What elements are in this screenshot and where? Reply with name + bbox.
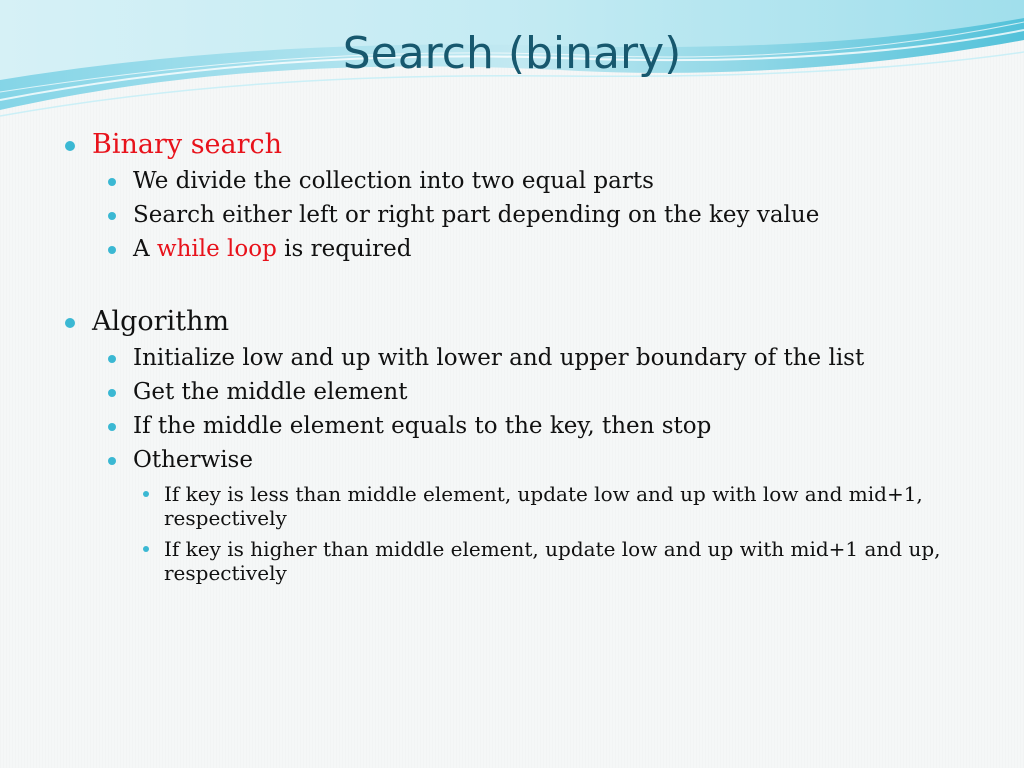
bullet-dot-icon <box>108 178 116 186</box>
bullet-text: Search either left or right part depending on the key value <box>133 202 820 228</box>
bullet-binary-search <box>92 129 282 160</box>
section-heading: Binary search <box>92 129 283 160</box>
bullet-dot-icon <box>108 457 116 465</box>
bullet-text-prefix: A <box>133 236 157 262</box>
bullet-text: We divide the collection into two equal parts <box>133 168 654 194</box>
bullet-item <box>133 345 864 371</box>
bullet-text-suffix: is required <box>276 236 412 262</box>
bullet-item <box>133 379 407 405</box>
bullet-dot-icon <box>65 318 75 328</box>
bullet-dot-icon <box>143 491 149 497</box>
bullet-algorithm <box>92 306 229 337</box>
bullet-dot-icon <box>108 212 116 220</box>
bullet-dot-icon <box>108 389 116 397</box>
bullet-dot-icon <box>143 546 149 552</box>
sub-bullet-text: If key is higher than middle element, update low and up with mid+1 and up, respectively <box>164 537 941 585</box>
bullet-item <box>133 202 819 228</box>
bullet-dot-icon <box>108 423 116 431</box>
bullet-text: Otherwise <box>133 447 253 473</box>
bullet-text: Get the middle element <box>133 379 408 405</box>
bullet-dot-icon <box>108 355 116 363</box>
bullet-item <box>133 236 411 262</box>
bullet-item <box>133 413 711 439</box>
bullet-text: If the middle element equals to the key, then stop <box>133 413 712 439</box>
section-heading: Algorithm <box>92 306 230 337</box>
bullet-text: Initialize low and up with lower and upper boundary of the list <box>133 345 865 371</box>
bullet-item <box>133 447 253 473</box>
bullet-dot-icon <box>65 141 75 151</box>
bullet-item <box>133 168 654 194</box>
sub-bullet-item <box>164 537 964 585</box>
sub-bullet-item <box>164 482 964 530</box>
sub-bullet-text: If key is less than middle element, update low and up with low and mid+1, respectively <box>164 482 923 530</box>
highlight-keyword: while loop <box>156 236 277 262</box>
bullet-dot-icon <box>108 246 116 254</box>
page-title: Search (binary) <box>342 28 682 79</box>
